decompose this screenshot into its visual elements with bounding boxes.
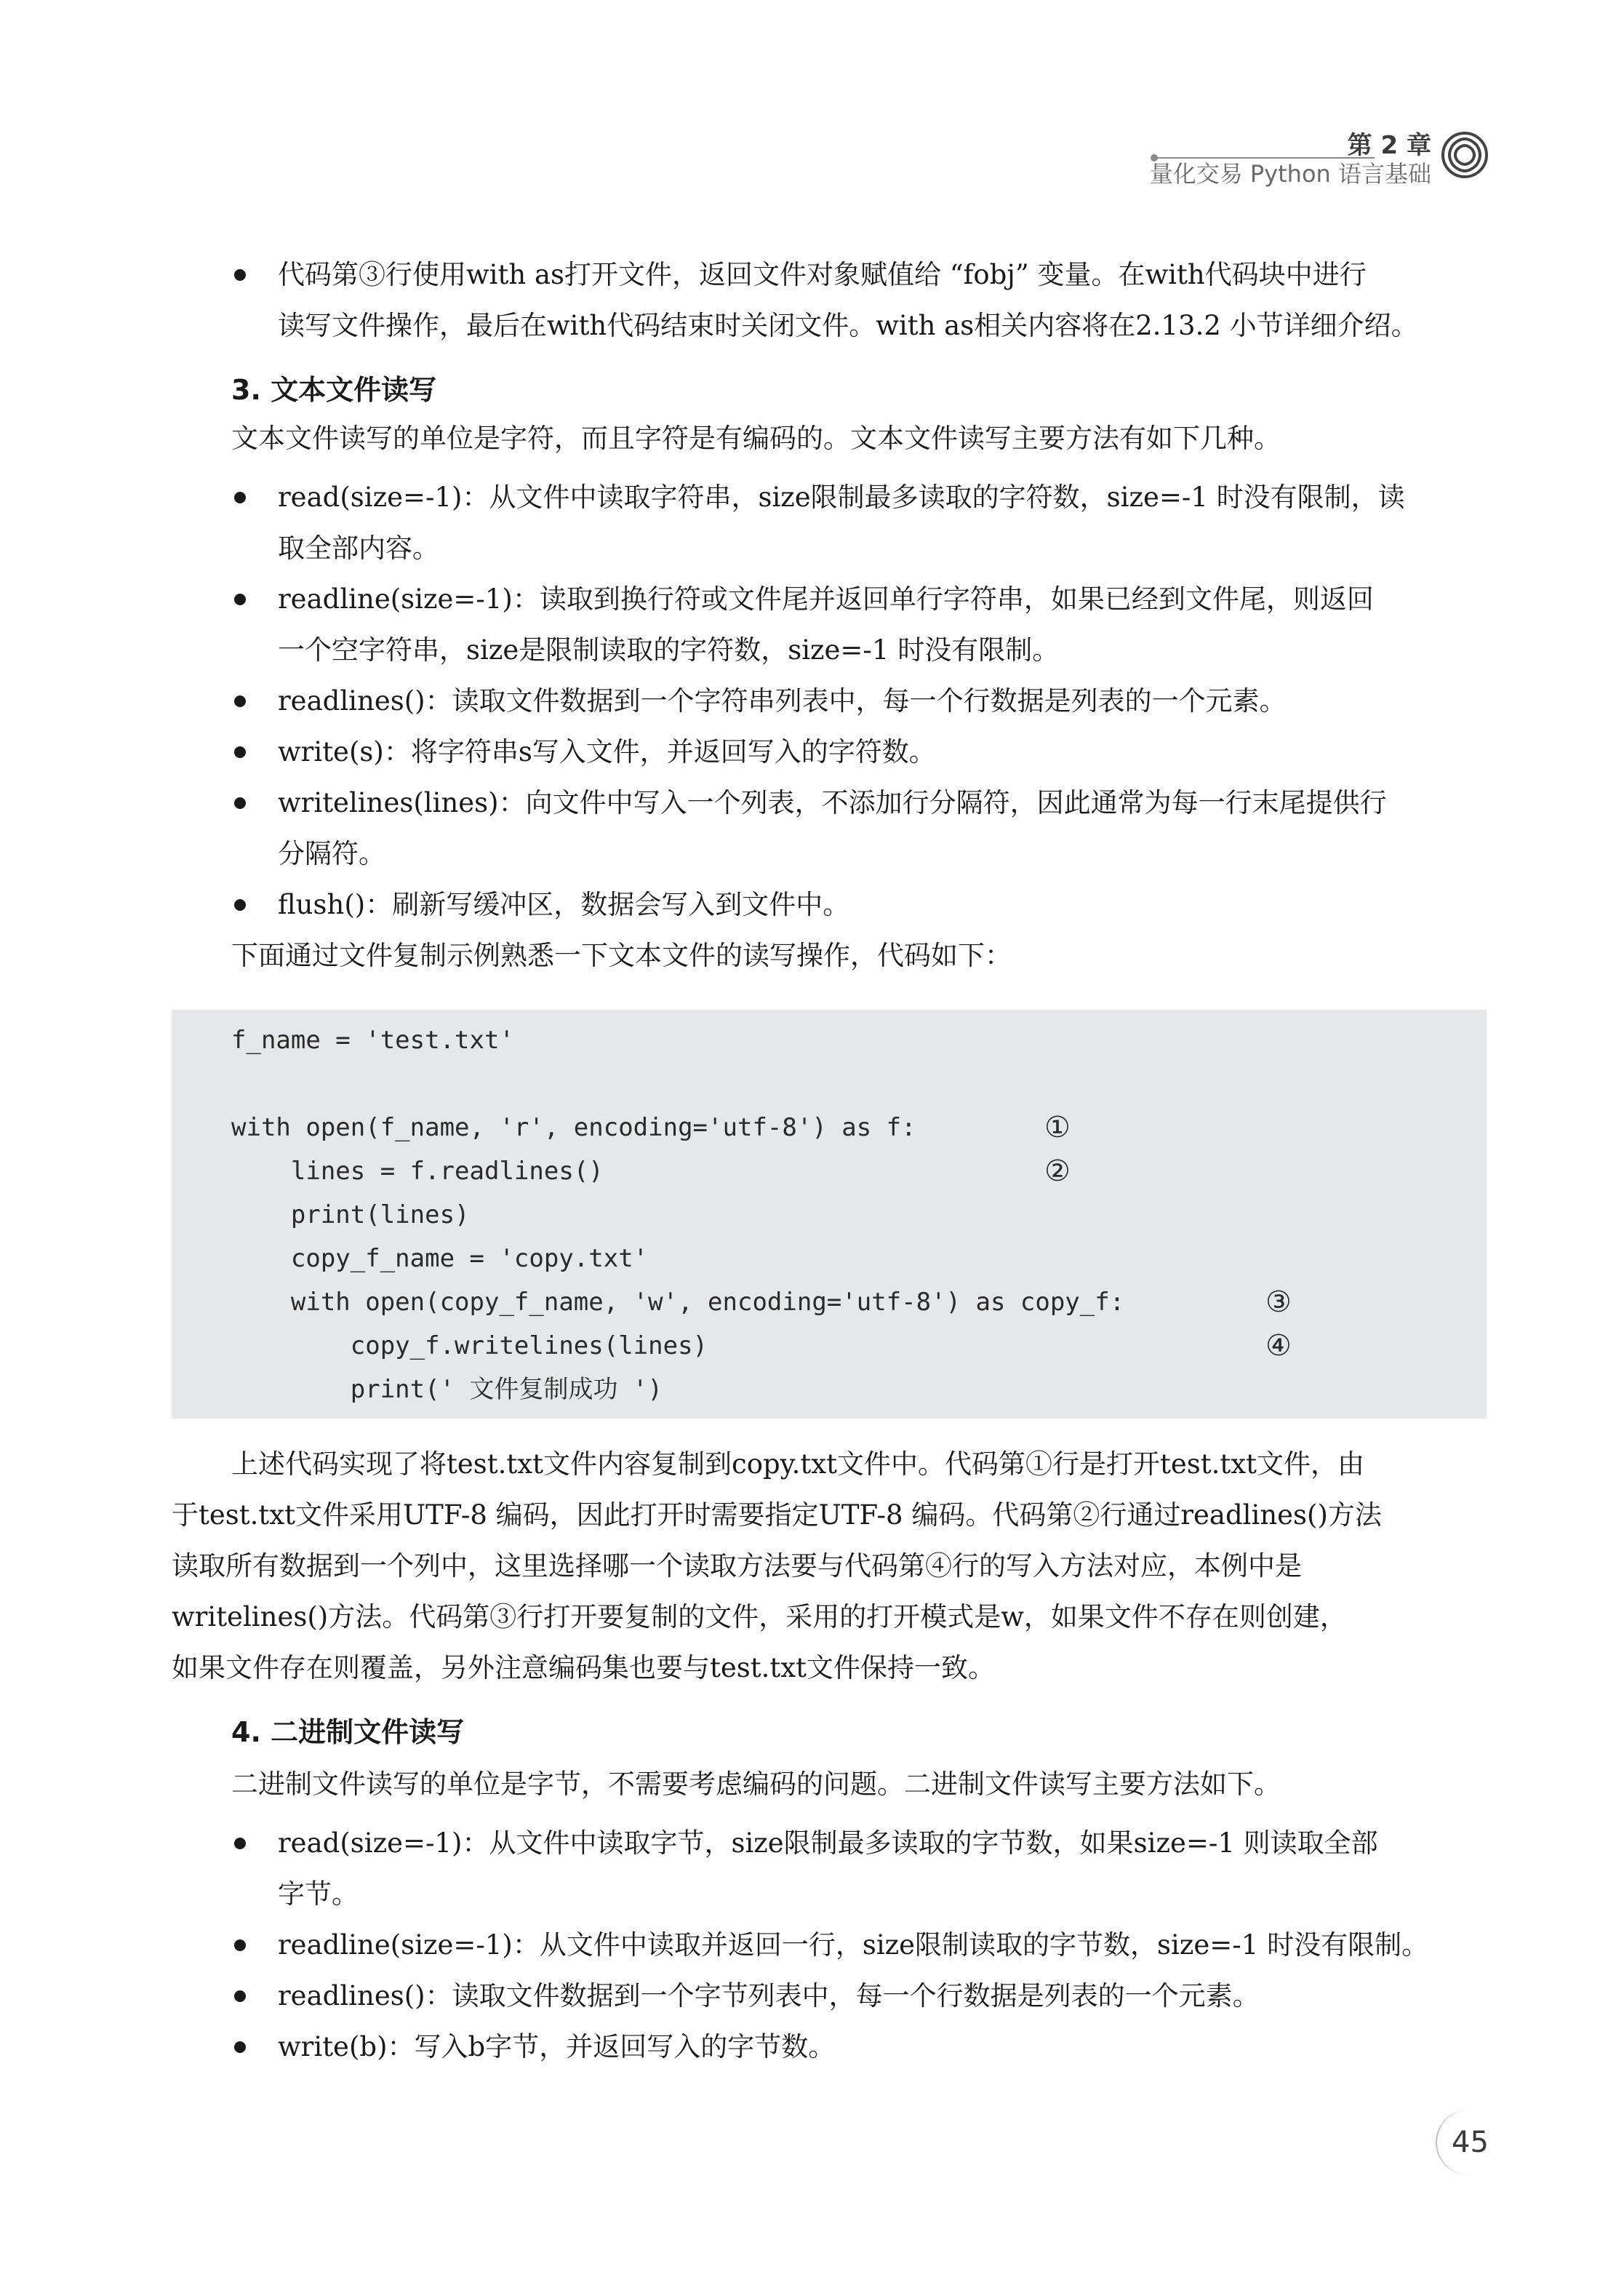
running-header — [1135, 125, 1498, 198]
s3-bullet-2-line1: readline(size=-1)：读取到换行符或文件尾并返回单行字符串，如果已经到文件尾，则返回 — [278, 583, 1374, 615]
code-line: print(' 文件复制成功 ') — [231, 1375, 663, 1404]
chapter-title: 量化交易 Python 语言基础 — [1149, 160, 1431, 188]
s4-bullet-3-line1: readlines()：读取文件数据到一个字节列表中，每一个行数据是列表的一个元素。 — [278, 1980, 1260, 2011]
bullet-dot — [234, 2041, 246, 2053]
intro-bullet-line1: 代码第③行使用with as打开文件，返回文件对象赋值给 “fobj” 变量。在with代码块中进行 — [278, 259, 1367, 290]
code-line: lines = f.readlines() — [231, 1157, 604, 1186]
code-line: with open(f_name, 'r', encoding='utf-8') as f: — [231, 1113, 916, 1142]
s4-bullet-4-line1: write(b)：写入b字节，并返回写入的字节数。 — [278, 2031, 836, 2062]
s3-bullet-5-line1: writelines(lines)：向文件中写入一个列表，不添加行分隔符，因此通常为每一行末尾提供行 — [278, 787, 1387, 818]
s3-bullet-4-line1: write(s)：将字符串s写入文件，并返回写入的字符数。 — [278, 736, 936, 767]
section-4-heading: 4. 二进制文件读写 — [231, 1716, 465, 1748]
explanation-line-3: 读取所有数据到一个列中，这里选择哪一个读取方法要与代码第④行的写入方法对应，本例中是 — [172, 1550, 1302, 1582]
section-3-intro: 文本文件读写的单位是字符，而且字符是有编码的。文本文件读写主要方法有如下几种。 — [231, 423, 1281, 454]
code-line: with open(copy_f_name, 'w', encoding='utf-8') as copy_f: — [231, 1288, 1125, 1317]
intro-bullet-line2: 读写文件操作，最后在with代码结束时关闭文件。with as相关内容将在2.13.2 小节详细介绍。 — [278, 310, 1418, 341]
bullet-dot — [234, 695, 246, 707]
bullet-dot — [234, 746, 246, 758]
bullet-dot — [234, 594, 246, 605]
s4-bullet-1-line1: read(size=-1)：从文件中读取字节，size限制最多读取的字节数，如果size=-1 则读取全部 — [278, 1827, 1378, 1859]
code-marker-3: ③ — [1265, 1285, 1292, 1319]
bullet-dot — [234, 269, 246, 281]
bullet-dot — [234, 899, 246, 911]
explanation-line-2: 于test.txt文件采用UTF-8 编码，因此打开时需要指定UTF-8 编码。代码第②行通过readlines()方法 — [172, 1499, 1382, 1531]
code-line: copy_f_name = 'copy.txt' — [231, 1244, 649, 1273]
code-marker-1: ① — [1044, 1111, 1071, 1144]
section-3-heading: 3. 文本文件读写 — [231, 374, 437, 406]
s4-bullet-2-line1: readline(size=-1)：从文件中读取并返回一行，size限制读取的字节数，size=-1 时没有限制。 — [278, 1929, 1429, 1961]
explanation-line-1: 上述代码实现了将test.txt文件内容复制到copy.txt文件中。代码第①行是打开test.txt文件，由 — [231, 1448, 1365, 1480]
page-number: 45 — [1452, 2126, 1489, 2159]
code-line: copy_f.writelines(lines) — [231, 1331, 708, 1360]
s3-bullet-1-line1: read(size=-1)：从文件中读取字符串，size限制最多读取的字符数，size=-1 时没有限制，读 — [278, 482, 1405, 513]
bullet-dot — [234, 1838, 246, 1849]
explanation-line-4: writelines()方法。代码第③行打开要复制的文件，采用的打开模式是w，如果文件不存在则创建， — [172, 1601, 1347, 1632]
code-line: print(lines) — [231, 1200, 470, 1229]
code-marker-4: ④ — [1265, 1329, 1292, 1363]
chapter-number: 第 2 章 — [1347, 131, 1431, 160]
s3-bullet-5-line2: 分隔符。 — [278, 838, 385, 869]
bullet-dot — [234, 797, 246, 809]
s3-bullet-6-line1: flush()：刷新写缓冲区，数据会写入到文件中。 — [278, 889, 850, 920]
s4-bullet-1-line2: 字节。 — [278, 1878, 359, 1910]
explanation-line-5: 如果文件存在则覆盖，另外注意编码集也要与test.txt文件保持一致。 — [172, 1652, 995, 1683]
s3-bullet-1-line2: 取全部内容。 — [278, 533, 439, 564]
section-4-intro: 二进制文件读写的单位是字节，不需要考虑编码的问题。二进制文件读写主要方法如下。 — [231, 1768, 1281, 1800]
bullet-dot — [234, 492, 246, 503]
knot-logo-icon — [1439, 129, 1491, 181]
s3-bullet-2-line2: 一个空字符串，size是限制读取的字符数，size=-1 时没有限制。 — [278, 634, 1060, 666]
code-line: f_name = 'test.txt' — [231, 1026, 514, 1055]
bullet-dot — [234, 1990, 246, 2002]
bullet-dot — [234, 1939, 246, 1951]
code-block — [172, 1010, 1487, 1419]
code-intro: 下面通过文件复制示例熟悉一下文本文件的读写操作，代码如下： — [231, 940, 1012, 971]
code-marker-2: ② — [1044, 1155, 1071, 1188]
s3-bullet-3-line1: readlines()：读取文件数据到一个字符串列表中，每一个行数据是列表的一个元素。 — [278, 685, 1287, 717]
